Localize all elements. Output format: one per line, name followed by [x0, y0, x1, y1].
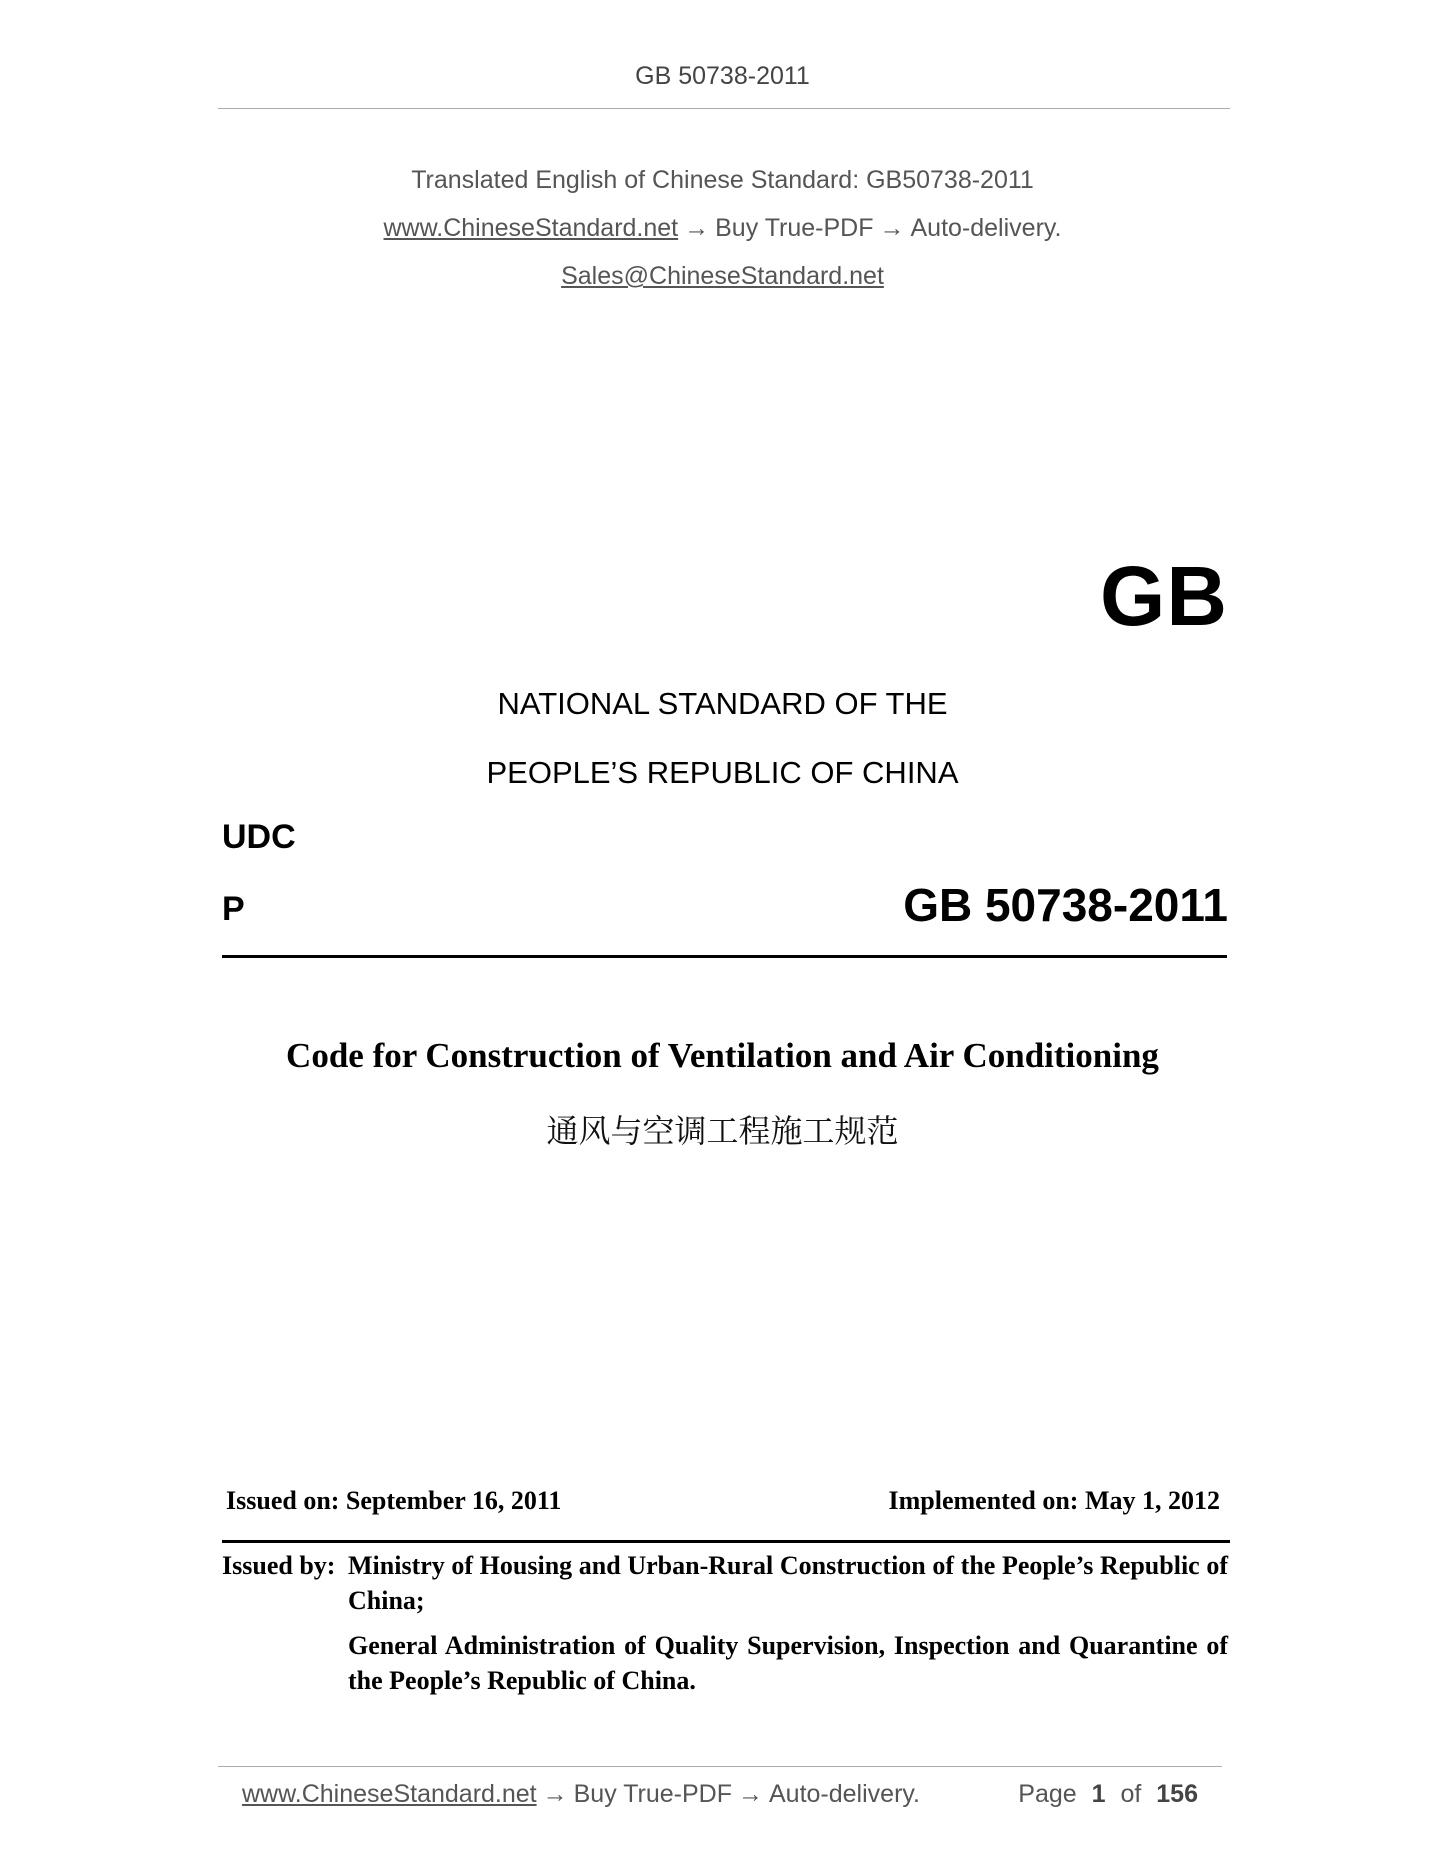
footer-site-link[interactable]: www.ChineseStandard.net	[242, 1780, 537, 1808]
arrow-right-icon: →	[684, 214, 710, 242]
footer-rule	[218, 1766, 1222, 1767]
running-header: GB 50738-2011	[635, 62, 810, 90]
issuer-list	[348, 1548, 1228, 1708]
arrow-right-icon: →	[738, 1780, 763, 1808]
translated-line: Translated English of Chinese Standard: GB50738-2011	[411, 166, 1034, 194]
udc-label: UDC	[222, 818, 296, 856]
issuer-item: General Administration of Quality Supervision, Inspection and Quarantine of the People’s Republic of China.	[348, 1631, 1228, 1695]
of-word: of	[1120, 1780, 1142, 1808]
issuer-item: Ministry of Housing and Urban-Rural Construction of the People’s Republic of China;	[348, 1551, 1228, 1615]
auto-delivery-text: Auto-delivery.	[910, 214, 1062, 242]
gb-logo: GB	[1100, 549, 1228, 643]
issued-on-date: Issued on: September 16, 2011	[226, 1486, 562, 1515]
arrow-right-icon: →	[542, 1780, 568, 1808]
document-title-english: Code for Construction of Ventilation and Air Conditioning	[286, 1036, 1159, 1075]
issued-by-label: Issued by:	[222, 1551, 336, 1580]
page-current: 1	[1091, 1780, 1106, 1808]
document-title-chinese: 通风与空调工程施工规范	[546, 1112, 899, 1150]
site-link[interactable]: www.ChineseStandard.net	[383, 214, 679, 242]
standard-number: GB 50738-2011	[903, 879, 1228, 931]
classification-label: P	[222, 890, 245, 928]
page-word: Page	[1018, 1780, 1077, 1808]
email-link[interactable]: Sales@ChineseStandard.net	[561, 262, 884, 290]
header-rule	[218, 108, 1230, 109]
footer-auto-delivery-text: Auto-delivery.	[769, 1780, 920, 1808]
standard-number-rule	[222, 955, 1227, 958]
page-total: 156	[1156, 1780, 1198, 1808]
national-standard-line-1: NATIONAL STANDARD OF THE	[497, 686, 948, 721]
promo-line	[0, 214, 1445, 243]
buy-pdf-text: Buy True-PDF	[715, 214, 874, 242]
arrow-right-icon: →	[879, 214, 905, 242]
footer-buy-pdf-text: Buy True-PDF	[573, 1780, 732, 1808]
page-counter	[1018, 1780, 1198, 1809]
footer-promo	[242, 1780, 920, 1809]
implemented-on-date: Implemented on: May 1, 2012	[888, 1486, 1220, 1515]
dates-rule	[222, 1540, 1230, 1543]
national-standard-line-2: PEOPLE’S REPUBLIC OF CHINA	[486, 755, 959, 790]
email-line	[0, 262, 1445, 291]
